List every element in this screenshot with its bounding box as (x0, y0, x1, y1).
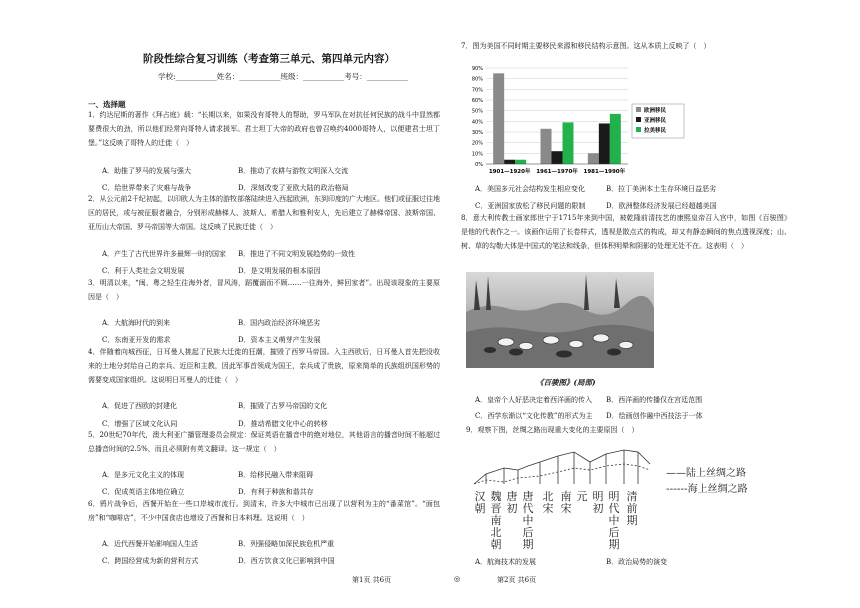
question-1-stem: 1．约达尼斯的著作《拜占庭》载：“长期以来，如果没有哥特人的帮助，罗马军队在对抗任何民族的战斗中显然都要费很大的劲，所以他们经常向哥特人请求援军。君士坦丁大帝的政府也曾召唤约4000哥特人，以便建君士坦丁堡。”这反映了哥特人的迁徙（ ） (88, 111, 440, 147)
dynasty-label-char: 期 (522, 538, 534, 551)
dynasty-label-char: 清 (626, 490, 638, 503)
y-tick-label: 80% (471, 76, 483, 83)
page-title: 阶段性综合复习训练（考查第三单元、第四单元内容） (143, 53, 395, 65)
dynasty-label-char: 北 (542, 490, 554, 503)
question-5-option-c[interactable]: C．促成英语主体地位确立 (102, 488, 185, 496)
question-9-stem: 9．观察下图，丝绸之路出现重大变化的主要原因（ ） (466, 426, 639, 434)
question-8-option-c[interactable]: C．西学东渐以“文化传教”的形式为主 (475, 412, 593, 420)
bar-亚洲移民-1 (552, 151, 563, 164)
dynasty-label-char: 期 (626, 514, 638, 527)
question-4-option-a[interactable]: A．促进了西欧的封建化 (102, 402, 178, 410)
figure-caption: 《百骏图》(局部) (536, 378, 596, 387)
dynasty-label-char: 初 (592, 502, 604, 515)
x-category-label: 1901—1920年 (488, 169, 531, 175)
question-4-option-c[interactable]: C．增强了区域文化认同 (102, 420, 178, 428)
question-3-option-d[interactable]: D．资本主义萌芽产生发展 (238, 336, 321, 344)
question-6-option-d[interactable]: D．西方饮食文化已影响到中国 (238, 557, 335, 565)
bar-欧洲移民-0 (493, 73, 504, 164)
dynasty-label-char: 魏 (490, 490, 502, 503)
bar-欧洲移民-1 (541, 129, 552, 164)
question-2-stem: 2．从公元前2千纪初起，以印欧人为主体的游牧部落陆续进入西起欧洲，东到印度的广大地区。他们或征服过往地区的居民，或与被征服者融合，分别形成赫梯人、波斯人、希腊人和雅利安人，先后建立了赫梯帝国、波斯帝国、亚历山大帝国、罗马帝国等大帝国。这反映了民族迁徙（ ） (88, 195, 440, 231)
bar-欧洲移民-2 (588, 153, 599, 164)
dynasty-label-char: 代 (608, 502, 620, 515)
dynasty-label-char: 宋 (560, 502, 572, 515)
bar-拉美移民-0 (515, 160, 526, 164)
question-4-stem: 4．伴随着向城西征，日耳曼人挑起了民族大迁徙的狂潮，摧毁了西罗马帝国。入主西欧后，日耳曼人首先把没收来的土地分封给自己的亲兵、近臣和主教，因此军事首领成为国王，亲兵成了贵族，原来简单的氏族组织国形势的需要变成国家组织。这说明日耳曼人的迁徙（ ） (88, 348, 440, 384)
question-7-option-c[interactable]: C．亚洲国家放松了移民问题的限制 (475, 202, 586, 210)
dynasty-label-char: 代 (522, 502, 534, 515)
question-6-stem: 6．鸦片战争后，西餐开始在一些口岸城市流行。到清末，许多大中城市已出现了以营利为主的“番菜馆”。“面包房”和“咖啡店”，不少中国食店也增设了西餐和日本料理。这说明（ ） (88, 500, 440, 522)
question-4-option-d[interactable]: D．推动希腊文化中心的转移 (238, 420, 328, 428)
footer-page-left: 第1页 共6页 (352, 576, 392, 584)
footer-separator: ◎ (454, 575, 461, 583)
question-7-option-d[interactable]: D．欧洲整体经济发展已经超越美国 (606, 202, 717, 210)
legend-label: 亚洲移民 (644, 118, 667, 124)
y-tick-label: 60% (471, 98, 483, 104)
dynasty-label-char: 明 (608, 490, 620, 503)
footer-page-right: 第2页 共6页 (497, 576, 537, 584)
question-5-option-d[interactable]: D．有利于种族和谐共存 (238, 488, 314, 496)
dynasty-label-char: 前 (626, 502, 638, 515)
dynasty-label-char: 后 (522, 526, 534, 539)
bar-亚洲移民-2 (599, 123, 610, 164)
dynasty-label-char: 元 (576, 490, 588, 503)
y-tick-label: 10% (471, 151, 483, 158)
section-heading: 一、选择题 (88, 100, 126, 109)
question-1-option-b[interactable]: B．推动了农耕与游牧文明深入交流 (238, 167, 349, 175)
y-tick-label: 20% (471, 140, 483, 147)
question-3-stem: 3．明清以来，“闽、粤之轻生往海外者，冒风涛，蹈覆溺而不顾……一往海外，鲜回家者”。出现该现象的主要原因是（ ） (88, 279, 440, 301)
legend-swatch (636, 117, 641, 122)
dynasty-label-char: 朝 (490, 538, 502, 551)
question-7-stem: 7．图为美国不同时期主要移民来源和移民结构示意图。这从本质上反映了（ ） (461, 42, 711, 50)
question-8-option-d[interactable]: D．绘画创作融中西技法于一体 (606, 412, 703, 420)
y-tick-label: 40% (471, 119, 483, 126)
y-tick-label: 30% (471, 130, 483, 136)
question-8-stem: 8．意大利传教士画家郎世宁于1715年来到中国，被乾隆前清技艺的康熙皇帝召入宫中，如图《百骏图》是他的代表作之一。该画作运用了长卷样式，透视是散点式的构成，却又有静态瞬间的焦点透视深度；山、树、草的勾勒大体是中国式的笔法和线条，但体积明晕和阴影的处理无处不在。这表明（ ） (461, 214, 791, 250)
dynasty-label-char: 期 (608, 538, 620, 551)
question-1-option-d[interactable]: D．深刻改变了亚欧大陆的政治格局 (238, 184, 349, 192)
question-9-option-a[interactable]: A．航海技术的发展 (475, 558, 537, 566)
dynasty-label-char: 晋 (490, 502, 502, 515)
question-8-option-a[interactable]: A．皇帝个人好恶决定着西洋画的传入 (475, 396, 593, 404)
question-8-option-b[interactable]: B．西洋画的传播仅在宫廷范围 (606, 396, 703, 404)
dynasty-label-char: 北 (490, 526, 502, 539)
bar-拉美移民-2 (610, 114, 621, 164)
bar-亚洲移民-0 (504, 160, 515, 164)
dynasty-label-char: 宋 (542, 502, 554, 515)
y-tick-label: 0% (475, 162, 483, 168)
question-7-option-b[interactable]: B．拉丁美洲本土生存环境日益恶劣 (606, 185, 717, 193)
dynasty-label-char: 朝 (474, 502, 486, 515)
student-info-line: 学校:___________姓名：___________班级：___________考号：___________ (158, 72, 409, 81)
question-7-option-a[interactable]: A．美国多元社会结构发生相应变化 (475, 185, 586, 193)
dynasty-label-char: 后 (608, 526, 620, 539)
question-6-option-c[interactable]: C．跨国经营成为新的营利方式 (102, 557, 199, 565)
question-6-option-b[interactable]: B．列强侵略加深民族危机严重 (238, 540, 335, 548)
question-3-option-b[interactable]: B．国内政治经济环境恶劣 (238, 319, 321, 327)
question-2-option-a[interactable]: A．产生了古代世界许多最辉一时的国家 (102, 250, 227, 258)
question-2-option-d[interactable]: D．是文明发展的根本原因 (238, 267, 321, 275)
question-6-option-a[interactable]: A．近代西餐开始影响国人生活 (102, 540, 199, 548)
silk-road-diagram (466, 440, 748, 551)
question-4-option-b[interactable]: B．摧毁了古罗马帝国的文化 (238, 402, 328, 410)
dynasty-label-char: 中 (608, 514, 620, 527)
x-category-label: 1981—1990年 (583, 169, 626, 175)
hundred-horses-painting (466, 272, 654, 368)
question-9-option-b[interactable]: B．政治局势的演变 (606, 558, 668, 566)
question-2-option-b[interactable]: B．推进了不同文明发展趋势的一致性 (238, 250, 356, 258)
legend-label: 欧洲移民 (644, 108, 667, 114)
bar-拉美移民-1 (563, 122, 574, 164)
x-category-label: 1961—1970年 (536, 169, 578, 175)
immigration-bar-chart (460, 60, 690, 180)
dynasty-label-char: 南 (560, 490, 572, 503)
question-5-stem: 5．20世纪70年代，澳大利亚广播管理委员会规定：保证英语在播音中的绝对地位，其他语言的播音时间不能超过总播音时间的2.5%，而且必须附有英文翻译。这一规定（ ） (88, 431, 440, 453)
dynasty-label-char: 唐 (522, 490, 534, 503)
dynasty-label-char: 初 (506, 502, 518, 515)
question-5-option-b[interactable]: B．给移民融入带来阻碍 (238, 471, 314, 479)
dynasty-label-char: 明 (592, 490, 604, 503)
question-5-option-a[interactable]: A．是多元文化主义的体现 (102, 471, 185, 479)
legend-sea-route: ------海上丝绸之路 (666, 484, 748, 495)
legend-label: 拉美移民 (644, 128, 667, 134)
dynasty-label-char: 南 (490, 514, 502, 527)
dynasty-label-char: 中 (522, 514, 534, 527)
question-1-option-c[interactable]: C．给世界带来了灾难与战争 (102, 184, 192, 192)
question-1-option-a[interactable]: A．助推了罗马的发展与强大 (102, 167, 192, 175)
y-tick-label: 50% (471, 108, 483, 115)
dynasty-label-char: 汉 (474, 490, 486, 503)
legend-swatch (636, 107, 641, 112)
y-tick-label: 70% (471, 87, 483, 94)
y-tick-label: 90% (471, 66, 483, 72)
legend-land-route: ——陆上丝绸之路 (666, 468, 746, 479)
question-2-option-c[interactable]: C．利于人类社会文明发展 (102, 267, 185, 275)
question-3-option-c[interactable]: C．东南亚开发的需求 (102, 336, 171, 344)
question-3-option-a[interactable]: A．大航海时代的到来 (102, 319, 171, 327)
dynasty-label-char: 唐 (506, 490, 518, 503)
legend-swatch (636, 127, 641, 132)
